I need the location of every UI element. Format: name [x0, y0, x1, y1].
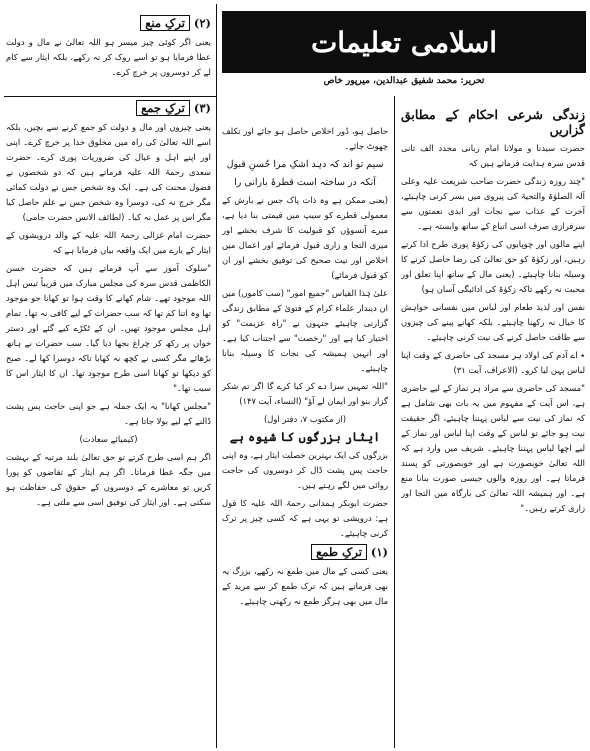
- paragraph: حضرت امام غزالی رحمۃ اللہ علیہ کے والد درویشوں کے ایثار کے بارے میں ایک واقعہ بیان فرمایا ہے کہ: [6, 230, 211, 255]
- paragraph: اپنے مالوں اور چوپایوں کی زکوٰۃ پوری طرح ادا کرتے رہیں، اور زکوٰۃ کو حق تعالیٰ کی رضا حاصل کرنے کا وسیلہ بنانا چاہیئے۔ (یعنی مال کے ساتھ اپنا تعلق اور محبت نہ رکھے تاکہ زکوٰۃ کی ادائیگی آسان ہو): [401, 239, 585, 294]
- paragraph: "چند روزہ زندگی حضرت صاحب شریعت علیہ وعلی آلہ الصلوٰۃ والتحیۃ کی پیروی میں بسر کرنی چاہیئے، آخرت کے عذاب سے نجات اور ابدی نعمتوں سے سرفرازی صرف اسی اتباع کے ساتھ وابستہ ہے۔: [401, 176, 585, 231]
- paragraph: یعنی اگر کوئی چیز میسر ہو اللہ تعالیٰ نے مال و دولت عطا فرمایا ہو تو اسے روک کر نہ رکھے، بلکہ ایثار سے کام لے کر دوسروں پر خرچ کرے۔: [6, 37, 211, 77]
- subheading: [222, 544, 388, 560]
- paragraph: یعنی کسی کے مال میں طمع نہ رکھے، بزرگ یہ بھی فرماتے ہیں کہ ترک طمع کر سے مرید کے مال میں بھی ہرگز طمع نہ رکھنی چاہیئے۔: [222, 566, 388, 606]
- column-rule-left: [216, 4, 217, 748]
- byline: تحریر: محمد شفیق عبدالدین، میرپور خاص: [323, 76, 485, 86]
- paragraph: بزرگوں کی ایک بہترین خصلت ایثار ہے، وہ اپنی حاجت پس پشت ڈال کر دوسروں کی حاجت روائی میں لگے رہتے ہیں۔: [222, 450, 388, 490]
- subheading: [6, 100, 211, 116]
- subheading-number: (۲): [193, 16, 211, 30]
- subheading-number: (۳): [193, 101, 211, 115]
- paragraph: حضرت ابوبکر ہمدانی رحمۃ اللہ علیہ کا قول ہے: درویشی تو یہی ہے کہ کسی چیز پر ترک کرنی چاہیئے۔: [222, 498, 388, 538]
- masthead-banner: [222, 11, 586, 73]
- article-column-left: [6, 12, 211, 748]
- paragraph: (کیمیائے سعادت): [79, 434, 138, 444]
- paragraph: اگر ہم اسی طرح کرتے تو حق تعالیٰ بلند مرتبہ کے بہشت میں جگہ عطا فرماتا۔ اگر ہم ایثار کے تقاضوں کو پورا کریں تو معاشرے کے دوسروں کے حقوق کی حفاظت ہو سکتی ہے۔ اور ایثار کی توفیق اسی سے ملتی ہے۔: [6, 452, 211, 507]
- paragraph: ٭ اے آدم کی اولاد ہر مسجد کی حاضری کے وقت اپنا لباس پہن لیا کرو۔ (الاعراف، آیت ۳۱): [401, 350, 585, 375]
- subheading: [6, 15, 211, 31]
- section-heading: ایثار بزرگوں کا شیوہ ہے: [229, 430, 381, 444]
- paragraph: "اللہ تمہیں سزا دے کر کیا کرے گا اگر تم شکر گزار بنو اور ایمان لے آؤ" (النساء، آیت ۱۴۷): [222, 381, 388, 406]
- paragraph: (یعنی ممکن ہے وہ ذات پاک جس نے بارش کے معمولی قطرے کو سیپ میں قیمتی بنا دیا ہے، میرے آنسوؤں کو قبولیت کا شرف بخشے اور میری التجا و زاری قبول فرمائے اور اعمال میں اخلاص اور نیت صحیح کی توفیق بخشے اور ان کو قبول فرمائے): [222, 195, 388, 280]
- column-rule-right: [394, 96, 395, 748]
- paragraph: "مسجد کی حاضری سے مراد ہر نماز کے لیے حاضری ہے، اس آیت کے مفہوم میں یہ بات بھی شامل ہے کہ نماز کی نیت سے لباس پہننا چاہیئے، اگر حقیقت نیت ہو جائے تو لباس کے وقت اپنا لباس اور نماز کے لیے اچھا لباس پہننا چاہیئے۔ شریف میں وارد ہے کہ اللہ تعالیٰ خوبصورت ہے اور خوبصورتی کو پسند فرماتا ہے۔ اور روزہ والوں جیسی صورت بنانا منع ہے۔ اور ہمیشہ اللہ تعالیٰ کی بارگاہ میں التجا اور زاری کرتے رہیں۔": [401, 383, 585, 513]
- subheading-title: ترکِ جمع: [136, 100, 190, 116]
- paragraph: نفس اور لذیذ طعام اور لباس میں نفسانی خواہش کا خیال نہ رکھنا چاہیئے۔ بلکہ کھانے پینے کی چیزوں سے طاقت حاصل کرنے کی نیت کرنی چاہیئے۔: [401, 302, 585, 342]
- paragraph: حضرت سیدنا و مولانا امام ربانی مجدد الف ثانی قدس سرہ ہدایت فرماتے ہیں کہ: [401, 143, 585, 168]
- paragraph: علیٰ ہٰذا القیاس "جمیع امور" (سب کاموں) میں ان دیندار علماء کرام کے فتویٰ کے مطابق زندگی گزارنی چاہیئے جنہوں نے "راہ عزیمت" کو اختیار کیا ہے اور "رخصت" سے اجتناب کیا ہے۔ اور انہیں ہمیشہ کی نجات کا وسیلہ بنانا چاہیئے۔: [222, 288, 388, 373]
- article-column-right: [401, 104, 585, 744]
- paragraph: حاصل ہو، دُور اخلاص حاصل ہو جائے اور تکلف چھوٹ جائے۔: [222, 126, 388, 151]
- paragraph: یعنی چیزوں اور مال و دولت کو جمع کرنے سے بچیں، بلکہ اسے اللہ تعالیٰ کی راہ میں مخلوق خدا پر خرچ کرے۔ اپنی اور اپنے اہل و عیال کی ضروریات پوری کرے۔ حضرت سعدی رحمۃ اللہ علیہ فرماتے ہیں کہ دو شخصوں نے فضول محنت کی ہے۔ ایک وہ شخص جس نے دولت کمائی مگر خرچ نہ کی، دوسرا وہ شخص جس نے علم حاصل کیا مگر اس پر عمل نہ کیا۔ (لطائف الانس حضرت جامی): [6, 122, 211, 222]
- poem-line: آنکہ در ساختہ است قطرۂ بارانی را: [234, 177, 376, 188]
- subheading-number: (۱): [370, 545, 388, 559]
- paragraph: "مجلس کھانا" یہ ایک جملہ ہے جو اپنی حاجت پس پشت ڈالنے کے لیے بولا جاتا ہے۔: [6, 401, 211, 426]
- masthead-title: اسلامی تعلیمات: [310, 25, 498, 59]
- article-column-middle: [222, 124, 388, 748]
- paragraph: (از مکتوب ۷، دفتر اول): [264, 414, 346, 424]
- subheading-title: ترکِ منع: [140, 15, 190, 31]
- subheading-title: ترکِ طمع: [311, 544, 367, 560]
- paragraph: "سلوک آموز سے آپ فرماتے ہیں کہ حضرت حسن الکاظمی قدس سرہ کی مجلس مبارک میں قریباً تیس اہل اللہ موجود تھے۔ شام کھانے کا وقت ہوا تو کھانا جو موجود تھا وہ اتنا کم تھا کہ سب حضرات کے لیے کافی نہ تھا۔ تمام اہل مجلس موجود تھیں۔ ان کے ٹکڑے کیے گئے اور دستر خوان پر رکھ کر چراغ بجھا دیا گیا۔ سب حضرات نے ہاتھ بڑھائے مگر کسی نے کچھ نہ کھایا تاکہ دوسرا کھا لے۔ صبح کو دیکھا تو کھانا اسی طرح موجود تھا۔ ان کا ایثار اس کا سبب تھا۔": [6, 263, 211, 393]
- article-heading: زندگی شرعی احکام کے مطابق گزاریں: [401, 107, 585, 137]
- poem-line: سیم تو اند کہ دہد اشکِ مرا حُسنِ قبول: [226, 159, 384, 170]
